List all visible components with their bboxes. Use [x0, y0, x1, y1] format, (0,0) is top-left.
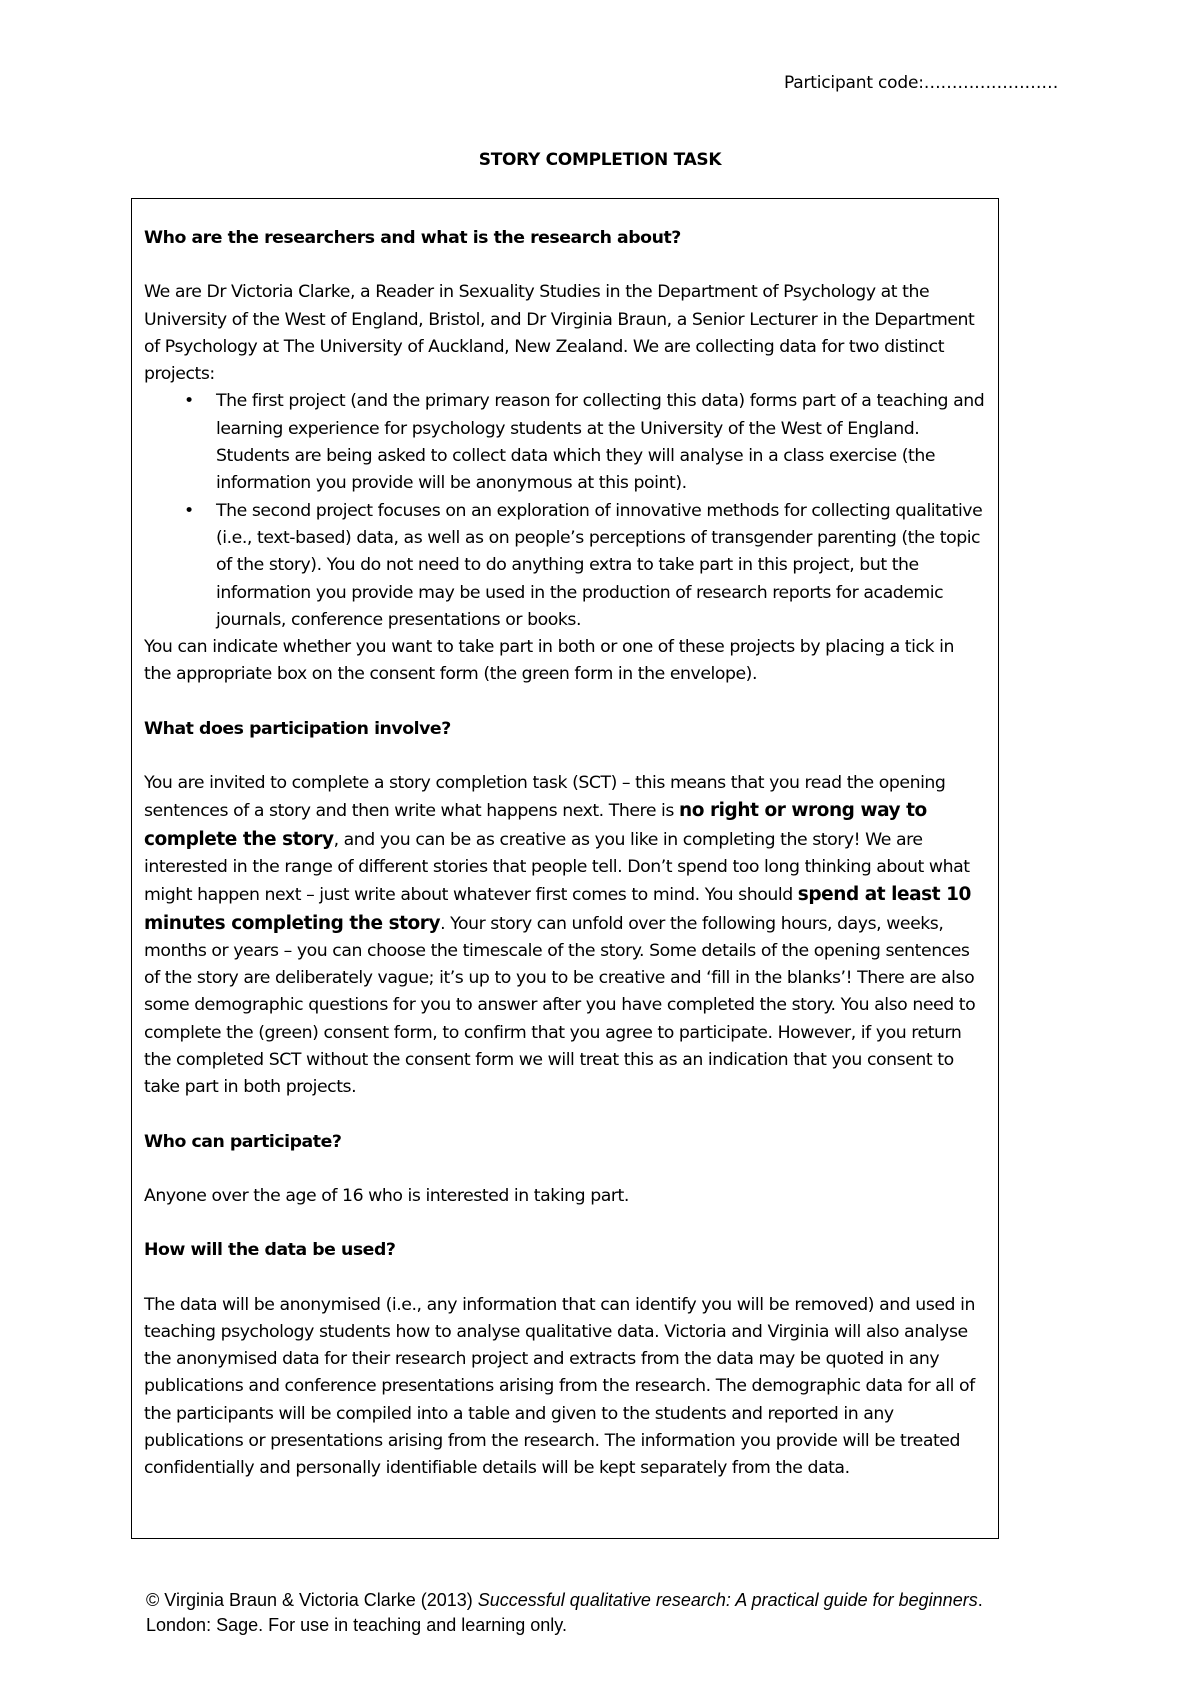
participation-text-part-3: . Your story can unfold over the following hours, days, weeks, months or years – you can choose the timescale of the story. Some details of the opening sentences of the story are deliberately vague; it’s up to you to be creative and ‘fill in the blanks’! There are also some demographic questions for you to answer after you have completed the story. You also need to complete the (green) consent form, to confirm that you agree to participate. However, if you return the completed SCT without the consent form we will treat this as an indication that you consent to take part in both projects.	[144, 913, 976, 1098]
researchers-outro: You can indicate whether you want to take part in both or one of these projects by placing a tick in the appropriate box on the consent form (the green form in the envelope).	[144, 637, 954, 685]
list-item	[144, 388, 986, 497]
bullet-icon: •	[184, 500, 194, 521]
heading-participation: What does participation involve?	[144, 718, 451, 739]
participant-code-field: Participant code:……………………	[784, 73, 1059, 93]
information-box	[131, 198, 999, 1539]
projects-list	[144, 388, 986, 634]
heading-researchers: Who are the researchers and what is the research about?	[144, 228, 681, 248]
footer-prefix: © Virginia Braun & Victoria Clarke (2013)	[146, 1590, 478, 1610]
heading-data-use: How will the data be used?	[144, 1240, 396, 1261]
participation-text-part-1: You are invited to complete a story completion task (SCT) – this means that you read the opening sentences of a story and then write what happens next. There is	[144, 773, 946, 822]
project-two-text: The second project focuses on an exploration of innovative methods for collecting qualitative (i.e., text-based) data, as well as on people’s perceptions of transgender parenting (the topic of the story). You do not need to do anything extra to take part in this project, but the information you provide may be used in the production of research reports for academic journals, conference presentations or books.	[216, 500, 983, 630]
who-can-participate-text: Anyone over the age of 16 who is interested in taking part.	[144, 1185, 629, 1206]
heading-who-can-participate: Who can participate?	[144, 1131, 342, 1152]
footer-book-title: Successful qualitative research: A practical guide for beginners	[477, 1590, 978, 1610]
footer-suffix: . London: Sage. For use in teaching and learning only.	[146, 1590, 983, 1635]
list-item	[144, 498, 986, 634]
researchers-intro: We are Dr Victoria Clarke, a Reader in Sexuality Studies in the Department of Psychology at the University of the West of England, Bristol, and Dr Virginia Braun, a Senior Lecturer in the Department of Psychology at The University of Auckland, New Zealand. We are collecting data for two distinct projects:	[144, 282, 975, 385]
participation-emphasis-1: no right or wrong way to complete the story	[144, 800, 927, 850]
participation-text	[144, 770, 986, 1102]
participation-emphasis-2: spend at least 10 minutes completing the story	[144, 884, 971, 934]
copyright-footer	[146, 1588, 1006, 1638]
bullet-icon: •	[184, 391, 194, 412]
page-title: STORY COMPLETION TASK	[478, 150, 722, 170]
participation-text-part-2: , and you can be as creative as you like in completing the story! We are interested in the range of different stories that people tell. Don’t spend too long thinking about what might happen next – just write about whatever first comes to mind. You should	[144, 829, 970, 906]
data-use-text: The data will be anonymised (i.e., any information that can identify you will be removed) and used in teaching psychology students how to analyse qualitative data. Victoria and Virginia will also analyse the anonymised data for their research project and extracts from the data may be quoted in any publications and conference presentations arising from the research. The demographic data for all of the participants will be compiled into a table and given to the students and reported in any publications or presentations arising from the research. The information you provide will be treated confidentially and personally identifiable details will be kept separately from the data.	[144, 1294, 975, 1479]
project-one-text: The first project (and the primary reason for collecting this data) forms part of a teaching and learning experience for psychology students at the University of the West of England. Students are being asked to collect data which they will analyse in a class exercise (the information you provide will be anonymous at this point).	[216, 391, 985, 494]
